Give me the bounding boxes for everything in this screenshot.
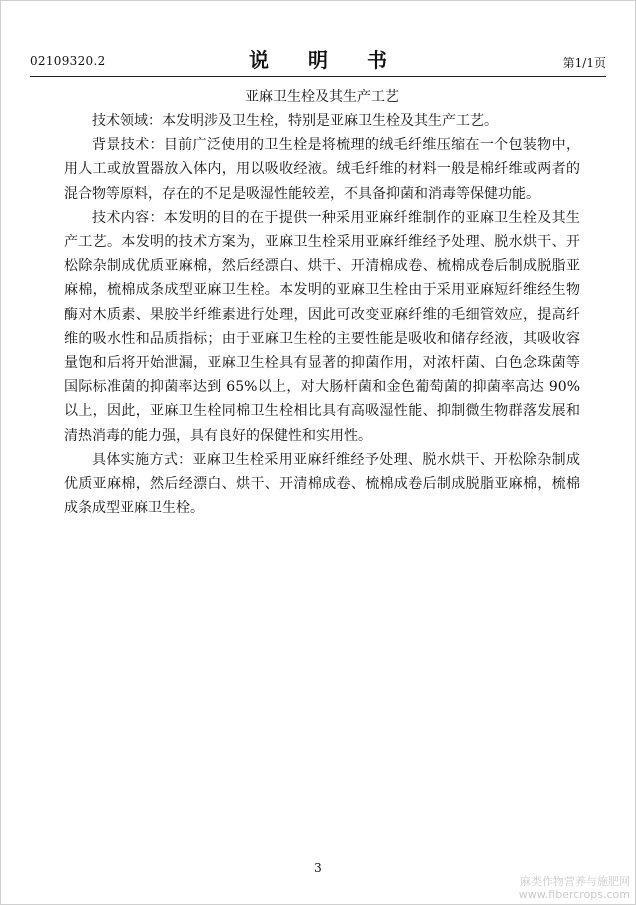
document-body bbox=[64, 86, 580, 520]
paragraph-technical-content: 技术内容：本发明的目的在于提供一种采用亚麻纤维制作的亚麻卫生栓及其生产工艺。本发明的技术方案为，亚麻卫生栓采用亚麻纤维经予处理、脱水烘干、开松除杂制成优质亚麻棉，然后经漂白、烘干、开清棉成卷、梳棉成卷后制成脱脂亚麻棉，梳棉成条成型亚麻卫生栓。本发明的亚麻卫生栓由于采用亚麻短纤维经生物酶对木质素、果胶半纤维素进行处理，因此可改变亚麻纤维的毛细管效应，提高纤维的吸水性和品质指标；由于亚麻卫生栓的主要性能是吸收和储存经液，其吸收容量饱和后将开始泄漏，亚麻卫生栓具有显著的抑菌作用，对浓杆菌、白色念珠菌等国际标准菌的抑菌率达到 65%以上，对大肠杆菌和金色葡萄菌的抑菌率高达 90%以上，因此，亚麻卫生栓同棉卫生栓相比具有高吸湿性能、抑制微生物群落发展和清热消毒的能力强，具有良好的保健性和实用性。 bbox=[64, 209, 580, 444]
header-divider bbox=[30, 76, 606, 77]
paragraph-embodiment: 具体实施方式：亚麻卫生栓采用亚麻纤维经予处理、脱水烘干、开松除杂制成优质亚麻棉，然后经漂白、烘干、开清棉成卷、梳棉成卷后制成脱脂亚麻棉，梳棉成条成型亚麻卫生栓。 bbox=[64, 451, 580, 517]
site-watermark bbox=[500, 875, 630, 901]
application-number: 02109320.2 bbox=[30, 54, 106, 68]
page-number: 3 bbox=[314, 861, 322, 875]
invention-title: 亚麻卫生栓及其生产工艺 bbox=[245, 89, 399, 105]
watermark-name: 麻类作物营养与施肥网 bbox=[520, 875, 630, 888]
watermark-url: www.fibercrops.com bbox=[518, 888, 630, 901]
page-indicator: 第1/1页 bbox=[562, 56, 606, 70]
paragraph-technical-field: 技术领域：本发明涉及卫生栓，特别是亚麻卫生栓及其生产工艺。 bbox=[92, 113, 498, 129]
document-title: 说 明 书 bbox=[249, 48, 403, 72]
paragraph-background: 背景技术：目前广泛使用的卫生栓是将梳理的绒毛纤维压缩在一个包装物中，用人工或放置器放入体内，用以吸收经液。绒毛纤维的材料一般是棉纤维或两者的混合物等原料，存在的不足是吸湿性能较差，不具备抑菌和消毒等保健功能。 bbox=[64, 137, 580, 202]
document-header bbox=[30, 42, 606, 78]
